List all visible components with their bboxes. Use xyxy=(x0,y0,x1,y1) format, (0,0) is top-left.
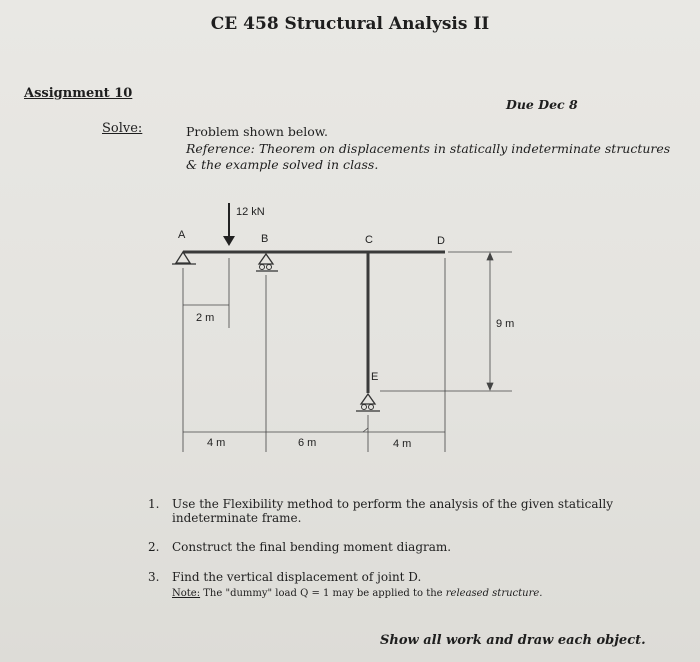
support-b xyxy=(256,254,278,271)
note-label: Note: xyxy=(172,588,201,599)
joint-a-label: A xyxy=(178,229,186,241)
support-e xyxy=(356,394,380,411)
joint-e-label: E xyxy=(371,371,379,383)
note-emphasis: released structure. xyxy=(445,588,543,599)
page-title: CE 458 Structural Analysis II xyxy=(210,14,490,34)
question-1-text: Use the Flexibility method to perform the analysis of the given statically xyxy=(172,497,613,511)
final-instruction: Show all work and draw each object. xyxy=(380,633,646,648)
problem-reference: Reference: Theorem on displacements in statically indeterminate structures xyxy=(186,141,671,156)
load-arrow xyxy=(223,203,235,246)
dim-height: 9 m xyxy=(496,318,515,330)
joint-d-label: D xyxy=(437,235,445,247)
joint-c-label: C xyxy=(365,234,373,246)
question-2-text: Construct the final bending moment diagram. xyxy=(172,540,452,554)
question-2-number: 2. xyxy=(148,540,160,554)
dimension-lines xyxy=(183,252,515,452)
question-3-number: 3. xyxy=(148,570,160,584)
question-1-text-cont: indeterminate frame. xyxy=(172,511,302,525)
dim-ab: 4 m xyxy=(207,437,226,449)
problem-intro: Problem shown below. xyxy=(186,124,328,139)
dim-bc: 6 m xyxy=(298,437,317,449)
joint-b-label: B xyxy=(261,233,269,245)
assignment-label: Assignment 10 xyxy=(24,86,133,101)
support-a xyxy=(172,252,196,264)
dim-load-offset: 2 m xyxy=(196,312,215,324)
due-date: Due Dec 8 xyxy=(506,97,578,112)
note-text: The "dummy" load Q = 1 may be applied to the xyxy=(203,588,443,599)
question-3-text: Find the vertical displacement of joint D. xyxy=(172,570,422,584)
solve-label: Solve: xyxy=(102,121,143,136)
problem-reference-cont: & the example solved in class. xyxy=(186,157,379,172)
load-label: 12 kN xyxy=(236,206,265,218)
note-line xyxy=(172,588,542,599)
question-1-number: 1. xyxy=(148,497,160,511)
dim-cd: 4 m xyxy=(393,438,412,450)
